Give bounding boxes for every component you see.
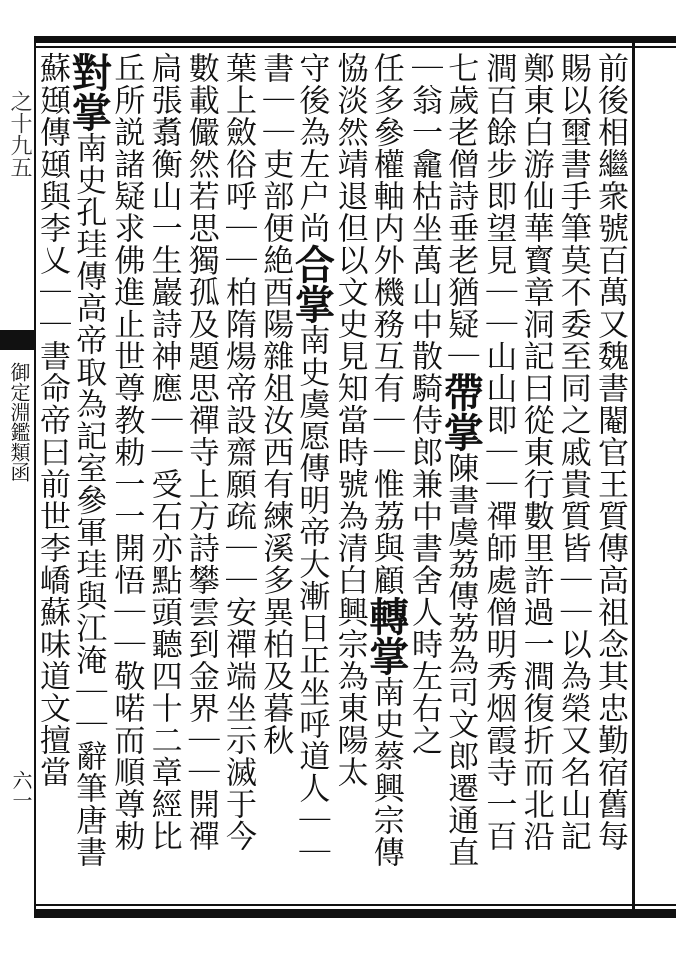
text-column — [33, 52, 70, 900]
text-column — [405, 52, 442, 900]
bottom-rule — [34, 909, 676, 918]
text-run: 扃張翥衡山一生巖詩神應｜｜受石亦點頭聽四十二章經比 — [145, 52, 182, 852]
text-run: 鄭東白游仙華寳章洞記曰從東行數里許過一澗復折而北沿 — [517, 52, 554, 852]
text-run: 數載儼然若思獨孤及題思禪寺上方詩攀雲到金界｜｜開禪 — [182, 52, 219, 852]
text-column — [591, 52, 628, 900]
text-run: 南史虞愿傳明帝大漸日正坐呼道人｜｜ — [293, 324, 330, 868]
top-rule-thin — [34, 46, 676, 48]
text-column — [437, 52, 485, 900]
text-column — [288, 52, 336, 900]
text-column — [144, 52, 181, 900]
text-run: ｜翁一龕枯坐萬山中 — [405, 52, 442, 340]
margin-black-band — [0, 330, 36, 350]
text-run: 七歲老僧詩垂老猶疑｜ — [442, 52, 479, 372]
text-column — [554, 52, 591, 900]
text-run: 丘所説諸疑求佛進止世尊教勅一一開悟｜｜敬喏而順尊勅 — [108, 52, 145, 852]
text-run: 前後相繼衆號百萬又魏書閹官王質傳高祖念其忠勤宿舊每 — [591, 52, 628, 852]
bottom-rule-thin — [34, 904, 676, 906]
text-run: 澗百餘步即望見｜｜山山即｜｜禪師處僧明秀烟霞寺一百 — [480, 52, 517, 852]
top-rule — [34, 36, 676, 43]
text-column — [256, 52, 293, 900]
margin-top-fragment: 之十九五 — [7, 90, 32, 178]
text-run: 葉上斂俗呼｜｜柏隋煬帝設齋願疏｜｜安禪端坐示滅于今 — [219, 52, 256, 852]
text-column — [330, 52, 367, 900]
text-column — [516, 52, 553, 900]
text-run: 守後為左户尚 — [293, 52, 330, 244]
headword: 轉掌 — [362, 596, 410, 676]
text-column — [107, 52, 144, 900]
folio-number: 六一 — [9, 770, 33, 810]
right-border — [632, 36, 635, 918]
text-run: 蘇頲傳頲與李乂｜｜書命帝曰前世李嶠蘇味道文擅當 — [33, 52, 70, 788]
text-run: 興宗為東陽太 — [331, 596, 368, 788]
text-column — [65, 52, 113, 900]
text-run: 便絶酉陽雜俎汝西有練溪多異柏及暮秋 — [257, 212, 294, 756]
text-run: 南史蔡興宗傳 — [367, 676, 404, 868]
text-run: 任多參權軸内外機務互有｜｜惟荔與顧 — [367, 52, 404, 596]
text-column — [219, 52, 256, 900]
text-run: 書｜｜吏部 — [257, 52, 294, 212]
text-run: 賜以壐書手筆莫不委至同之戚貴質皆｜｜以為榮又名山記 — [554, 52, 591, 852]
headword: 帶掌 — [437, 372, 485, 452]
text-column — [182, 52, 219, 900]
text-run: 陳書虞荔傳荔為司文郎遷通直 — [442, 452, 479, 868]
text-column — [362, 52, 410, 900]
page-margin-strip — [0, 40, 34, 910]
text-run: 恊淡然靖退但以文史見知當時號為清白 — [331, 52, 368, 596]
text-column — [479, 52, 516, 900]
headword: 合掌 — [288, 244, 336, 324]
margin-book-title: 御定淵鑑類函 — [7, 362, 31, 482]
text-run: 南史孔珪傳高帝取為記室參軍珪與江淹｜｜辭筆唐書 — [70, 132, 107, 868]
text-run: 散騎侍郎兼中書舍人時左右之 — [405, 340, 442, 756]
headword: 對掌 — [65, 52, 113, 132]
